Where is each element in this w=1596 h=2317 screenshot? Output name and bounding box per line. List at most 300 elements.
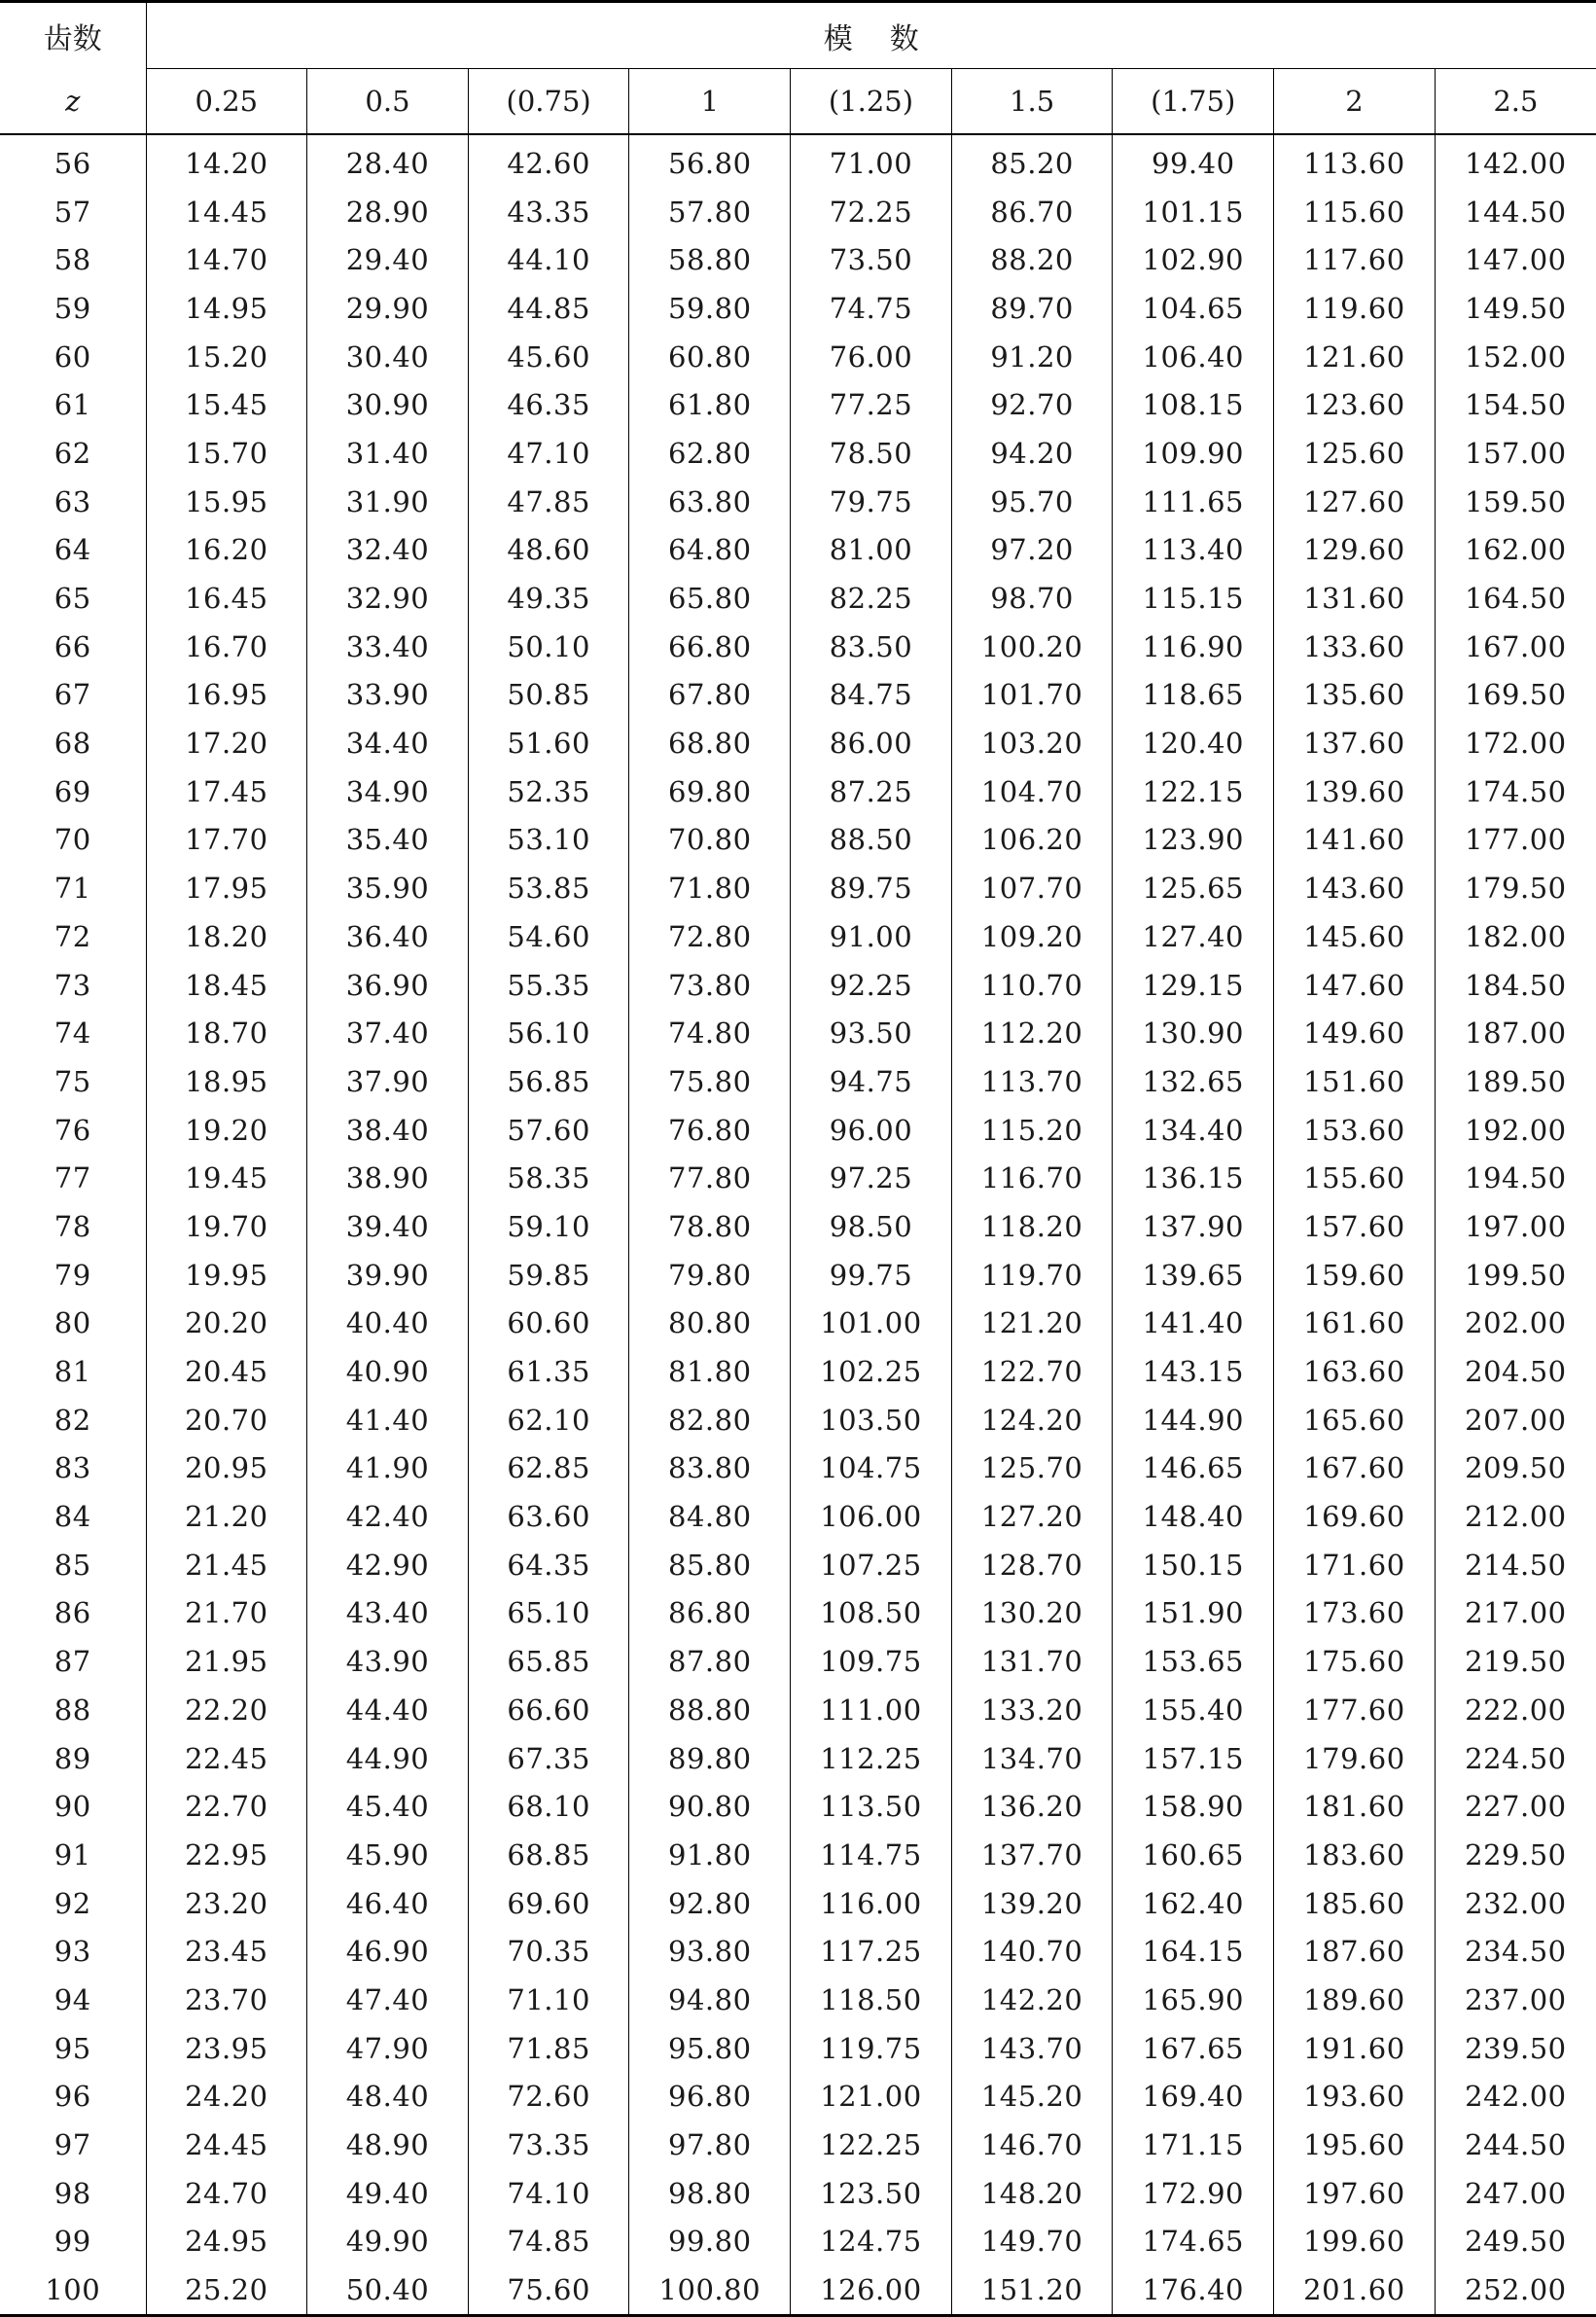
value-cell: 39.90 [307,1251,469,1300]
value-cell: 111.65 [1113,478,1274,526]
value-cell: 17.95 [146,864,307,912]
value-cell: 81.80 [629,1347,791,1396]
value-cell: 59.80 [629,284,791,333]
value-cell: 122.15 [1113,767,1274,816]
value-cell: 41.40 [307,1396,469,1444]
value-cell: 107.70 [951,864,1113,912]
value-cell: 32.90 [307,574,469,623]
value-cell: 113.70 [951,1057,1113,1106]
value-cell: 111.00 [791,1686,952,1734]
module-header-label: 模数 [146,2,1596,69]
value-cell: 66.80 [629,623,791,671]
tooth-count-cell: 83 [53,1451,91,1485]
value-cell: 57.80 [629,188,791,236]
value-cell: 151.90 [1113,1589,1274,1638]
value-cell: 70.35 [468,1927,629,1976]
value-cell: 132.65 [1113,1057,1274,1106]
value-cell: 99.80 [629,2218,791,2266]
table-row [0,719,1596,767]
value-cell: 144.90 [1113,1396,1274,1444]
value-cell: 64.80 [629,526,791,575]
value-cell: 15.20 [146,333,307,381]
table-row [0,1637,1596,1686]
value-cell: 36.40 [307,912,469,961]
table-row [0,961,1596,1010]
value-cell: 169.40 [1113,2073,1274,2121]
value-cell: 121.20 [951,1300,1113,1348]
value-cell: 85.20 [951,134,1113,188]
value-cell: 252.00 [1435,2265,1596,2315]
value-cell: 115.20 [951,1106,1113,1155]
value-cell: 86.70 [951,188,1113,236]
value-cell: 77.80 [629,1154,791,1202]
value-cell: 157.00 [1435,429,1596,478]
value-cell: 68.10 [468,1782,629,1831]
value-cell: 112.20 [951,1009,1113,1057]
value-cell: 127.60 [1274,478,1436,526]
value-cell: 91.80 [629,1831,791,1879]
value-cell: 116.90 [1113,623,1274,671]
value-cell: 169.50 [1435,671,1596,720]
value-cell: 123.90 [1113,816,1274,865]
value-cell: 28.40 [307,134,469,188]
value-cell: 75.80 [629,1057,791,1106]
value-cell: 61.80 [629,380,791,429]
value-cell: 81.00 [791,526,952,575]
tooth-count-cell: 82 [53,1403,91,1437]
value-cell: 98.50 [791,1202,952,1251]
value-cell: 64.35 [468,1541,629,1589]
value-cell: 24.45 [146,2121,307,2169]
tooth-count-cell: 100 [0,2265,146,2315]
value-cell: 123.50 [791,2169,952,2218]
value-cell: 169.60 [1274,1492,1436,1541]
value-cell: 54.60 [468,912,629,961]
value-cell: 107.25 [791,1541,952,1589]
value-cell: 146.70 [951,2121,1113,2169]
value-cell: 22.20 [146,1686,307,1734]
value-cell: 149.70 [951,2218,1113,2266]
value-cell: 42.60 [468,134,629,188]
tooth-count-cell: 65 [53,582,91,616]
tooth-count-cell: 88 [53,1693,91,1727]
value-cell: 167.60 [1274,1444,1436,1493]
value-cell: 71.85 [468,2024,629,2073]
value-cell: 17.45 [146,767,307,816]
value-cell: 65.10 [468,1589,629,1638]
value-cell: 109.20 [951,912,1113,961]
table-row [0,1057,1596,1106]
value-cell: 115.15 [1113,574,1274,623]
value-cell: 128.70 [951,1541,1113,1589]
tooth-count-cell: 66 [53,629,91,663]
value-cell: 191.60 [1274,2024,1436,2073]
value-cell: 68.85 [468,1831,629,1879]
table-row [0,912,1596,961]
tooth-count-header-label: 齿数 [0,2,146,69]
value-cell: 38.40 [307,1106,469,1155]
value-cell: 195.60 [1274,2121,1436,2169]
value-cell: 31.40 [307,429,469,478]
value-cell: 19.95 [146,1251,307,1300]
value-cell: 42.40 [307,1492,469,1541]
value-cell: 249.50 [1435,2218,1596,2266]
value-cell: 127.40 [1113,912,1274,961]
value-cell: 47.40 [307,1976,469,2024]
value-cell: 79.80 [629,1251,791,1300]
value-cell: 143.60 [1274,864,1436,912]
value-cell: 149.60 [1274,1009,1436,1057]
value-cell: 219.50 [1435,1637,1596,1686]
value-cell: 151.60 [1274,1057,1436,1106]
value-cell: 103.50 [791,1396,952,1444]
value-cell: 95.70 [951,478,1113,526]
value-cell: 68.80 [629,719,791,767]
value-cell: 97.80 [629,2121,791,2169]
value-cell: 62.10 [468,1396,629,1444]
value-cell: 57.60 [468,1106,629,1155]
tooth-count-cell: 80 [53,1306,91,1340]
value-cell: 31.90 [307,478,469,526]
value-cell: 91.00 [791,912,952,961]
value-cell: 20.45 [146,1347,307,1396]
value-cell: 43.40 [307,1589,469,1638]
value-cell: 118.50 [791,1976,952,2024]
value-cell: 139.60 [1274,767,1436,816]
value-cell: 197.60 [1274,2169,1436,2218]
value-cell: 62.80 [629,429,791,478]
tooth-count-cell: 93 [53,1935,91,1969]
value-cell: 83.80 [629,1444,791,1493]
value-cell: 73.80 [629,961,791,1010]
value-cell: 46.40 [307,1879,469,1928]
value-cell: 189.60 [1274,1976,1436,2024]
value-cell: 29.90 [307,284,469,333]
value-cell: 134.70 [951,1734,1113,1783]
value-cell: 15.70 [146,429,307,478]
value-cell: 142.00 [1435,134,1596,188]
value-cell: 179.50 [1435,864,1596,912]
value-cell: 209.50 [1435,1444,1596,1493]
value-cell: 98.70 [951,574,1113,623]
table-row [0,1396,1596,1444]
value-cell: 65.80 [629,574,791,623]
value-cell: 101.70 [951,671,1113,720]
value-cell: 19.45 [146,1154,307,1202]
module-column-header: (1.25) [791,69,952,135]
value-cell: 38.90 [307,1154,469,1202]
tooth-count-cell: 76 [53,1113,91,1147]
value-cell: 174.50 [1435,767,1596,816]
value-cell: 14.95 [146,284,307,333]
value-cell: 227.00 [1435,1782,1596,1831]
value-cell: 103.20 [951,719,1113,767]
value-cell: 93.80 [629,1927,791,1976]
value-cell: 21.20 [146,1492,307,1541]
value-cell: 148.20 [951,2169,1113,2218]
value-cell: 175.60 [1274,1637,1436,1686]
value-cell: 24.95 [146,2218,307,2266]
value-cell: 58.35 [468,1154,629,1202]
value-cell: 46.35 [468,380,629,429]
value-cell: 83.50 [791,623,952,671]
value-cell: 96.80 [629,2073,791,2121]
value-cell: 80.80 [629,1300,791,1348]
value-cell: 247.00 [1435,2169,1596,2218]
value-cell: 48.60 [468,526,629,575]
value-cell: 63.60 [468,1492,629,1541]
value-cell: 159.60 [1274,1251,1436,1300]
value-cell: 158.90 [1113,1782,1274,1831]
module-column-header: 1.5 [951,69,1113,135]
value-cell: 122.25 [791,2121,952,2169]
tooth-count-cell: 97 [53,2128,91,2162]
value-cell: 121.60 [1274,333,1436,381]
value-cell: 18.95 [146,1057,307,1106]
table-row [0,134,1596,188]
value-cell: 239.50 [1435,2024,1596,2073]
value-cell: 82.80 [629,1396,791,1444]
value-cell: 106.00 [791,1492,952,1541]
tooth-count-cell: 98 [53,2176,91,2210]
tooth-count-cell: 78 [53,1209,91,1243]
value-cell: 125.65 [1113,864,1274,912]
tooth-count-cell: 58 [53,243,91,277]
value-cell: 30.90 [307,380,469,429]
value-cell: 154.50 [1435,380,1596,429]
value-cell: 136.20 [951,1782,1113,1831]
value-cell: 153.60 [1274,1106,1436,1155]
value-cell: 67.35 [468,1734,629,1783]
table-row [0,1202,1596,1251]
value-cell: 137.70 [951,1831,1113,1879]
value-cell: 129.60 [1274,526,1436,575]
value-cell: 86.00 [791,719,952,767]
value-cell: 74.80 [629,1009,791,1057]
tooth-count-cell: 92 [53,1886,91,1920]
table-row [0,1831,1596,1879]
value-cell: 146.65 [1113,1444,1274,1493]
value-cell: 116.00 [791,1879,952,1928]
table-row [0,574,1596,623]
value-cell: 94.80 [629,1976,791,2024]
value-cell: 51.60 [468,719,629,767]
value-cell: 155.40 [1113,1686,1274,1734]
tooth-count-cell: 71 [53,872,91,906]
table-row [0,188,1596,236]
value-cell: 20.20 [146,1300,307,1348]
value-cell: 151.20 [951,2265,1113,2315]
value-cell: 114.75 [791,1831,952,1879]
table-row [0,2169,1596,2218]
table-row [0,2121,1596,2169]
tooth-count-cell: 84 [53,1500,91,1534]
value-cell: 113.60 [1274,134,1436,188]
value-cell: 16.95 [146,671,307,720]
table-row [0,1009,1596,1057]
value-cell: 134.40 [1113,1106,1274,1155]
value-cell: 167.65 [1113,2024,1274,2073]
value-cell: 144.50 [1435,188,1596,236]
value-cell: 93.50 [791,1009,952,1057]
value-cell: 161.60 [1274,1300,1436,1348]
module-column-header: (0.75) [468,69,629,135]
value-cell: 24.70 [146,2169,307,2218]
value-cell: 202.00 [1435,1300,1596,1348]
tooth-count-symbol: z [0,69,146,135]
value-cell: 61.35 [468,1347,629,1396]
value-cell: 155.60 [1274,1154,1436,1202]
value-cell: 72.80 [629,912,791,961]
value-cell: 148.40 [1113,1492,1274,1541]
value-cell: 40.40 [307,1300,469,1348]
value-cell: 244.50 [1435,2121,1596,2169]
value-cell: 102.90 [1113,235,1274,284]
value-cell: 145.60 [1274,912,1436,961]
value-cell: 130.20 [951,1589,1113,1638]
value-cell: 152.00 [1435,333,1596,381]
table-row [0,1444,1596,1493]
value-cell: 15.45 [146,380,307,429]
value-cell: 15.95 [146,478,307,526]
value-cell: 112.25 [791,1734,952,1783]
value-cell: 162.40 [1113,1879,1274,1928]
value-cell: 34.40 [307,719,469,767]
value-cell: 108.50 [791,1589,952,1638]
table-row [0,623,1596,671]
value-cell: 42.90 [307,1541,469,1589]
value-cell: 87.80 [629,1637,791,1686]
table-row [0,671,1596,720]
value-cell: 32.40 [307,526,469,575]
value-cell: 60.80 [629,333,791,381]
value-cell: 165.90 [1113,1976,1274,2024]
value-cell: 21.70 [146,1589,307,1638]
value-cell: 125.60 [1274,429,1436,478]
value-cell: 139.65 [1113,1251,1274,1300]
value-cell: 125.70 [951,1444,1113,1493]
value-cell: 23.20 [146,1879,307,1928]
value-cell: 14.45 [146,188,307,236]
table-row [0,526,1596,575]
value-cell: 23.70 [146,1976,307,2024]
value-cell: 17.20 [146,719,307,767]
value-cell: 167.00 [1435,623,1596,671]
value-cell: 94.20 [951,429,1113,478]
table-row [0,1879,1596,1928]
value-cell: 108.15 [1113,380,1274,429]
value-cell: 34.90 [307,767,469,816]
value-cell: 115.60 [1274,188,1436,236]
value-cell: 40.90 [307,1347,469,1396]
module-column-header: 2 [1274,69,1436,135]
value-cell: 82.25 [791,574,952,623]
tooth-count-cell: 70 [53,823,91,857]
value-cell: 157.15 [1113,1734,1274,1783]
value-cell: 67.80 [629,671,791,720]
value-cell: 50.10 [468,623,629,671]
table-row [0,1927,1596,1976]
value-cell: 52.35 [468,767,629,816]
module-column-header: 0.25 [146,69,307,135]
table-row [0,1347,1596,1396]
value-cell: 56.10 [468,1009,629,1057]
value-cell: 109.75 [791,1637,952,1686]
value-cell: 185.60 [1274,1879,1436,1928]
table-row [0,333,1596,381]
value-cell: 43.35 [468,188,629,236]
value-cell: 192.00 [1435,1106,1596,1155]
value-cell: 71.80 [629,864,791,912]
value-cell: 85.80 [629,1541,791,1589]
value-cell: 20.70 [146,1396,307,1444]
value-cell: 104.65 [1113,284,1274,333]
value-cell: 70.80 [629,816,791,865]
value-cell: 222.00 [1435,1686,1596,1734]
value-cell: 117.25 [791,1927,952,1976]
table-body [0,134,1596,2315]
value-cell: 187.00 [1435,1009,1596,1057]
module-column-header: 1 [629,69,791,135]
value-cell: 102.25 [791,1347,952,1396]
value-cell: 88.20 [951,235,1113,284]
value-cell: 100.80 [629,2265,791,2315]
tooth-count-cell: 72 [53,919,91,953]
value-cell: 74.85 [468,2218,629,2266]
tooth-count-cell: 64 [53,533,91,567]
value-cell: 23.95 [146,2024,307,2073]
value-cell: 47.10 [468,429,629,478]
value-cell: 197.00 [1435,1202,1596,1251]
value-cell: 45.60 [468,333,629,381]
value-cell: 126.00 [791,2265,952,2315]
table-row [0,1106,1596,1155]
value-cell: 171.60 [1274,1541,1436,1589]
value-cell: 37.90 [307,1057,469,1106]
value-cell: 28.90 [307,188,469,236]
value-cell: 147.60 [1274,961,1436,1010]
value-cell: 101.15 [1113,188,1274,236]
value-cell: 109.90 [1113,429,1274,478]
tooth-count-cell: 87 [53,1645,91,1679]
value-cell: 55.35 [468,961,629,1010]
value-cell: 199.60 [1274,2218,1436,2266]
value-cell: 62.85 [468,1444,629,1493]
tooth-count-cell: 95 [53,2031,91,2065]
table-row [0,816,1596,865]
value-cell: 141.60 [1274,816,1436,865]
tooth-count-cell: 62 [53,436,91,470]
value-cell: 106.40 [1113,333,1274,381]
tooth-count-cell: 61 [53,388,91,422]
value-cell: 22.45 [146,1734,307,1783]
value-cell: 157.60 [1274,1202,1436,1251]
value-cell: 171.15 [1113,2121,1274,2169]
value-cell: 89.70 [951,284,1113,333]
value-cell: 53.10 [468,816,629,865]
value-cell: 74.10 [468,2169,629,2218]
table-row [0,2073,1596,2121]
value-cell: 183.60 [1274,1831,1436,1879]
value-cell: 18.70 [146,1009,307,1057]
value-cell: 89.75 [791,864,952,912]
value-cell: 71.10 [468,1976,629,2024]
value-cell: 121.00 [791,2073,952,2121]
table-row [0,1734,1596,1783]
value-cell: 123.60 [1274,380,1436,429]
value-cell: 204.50 [1435,1347,1596,1396]
value-cell: 201.60 [1274,2265,1436,2315]
